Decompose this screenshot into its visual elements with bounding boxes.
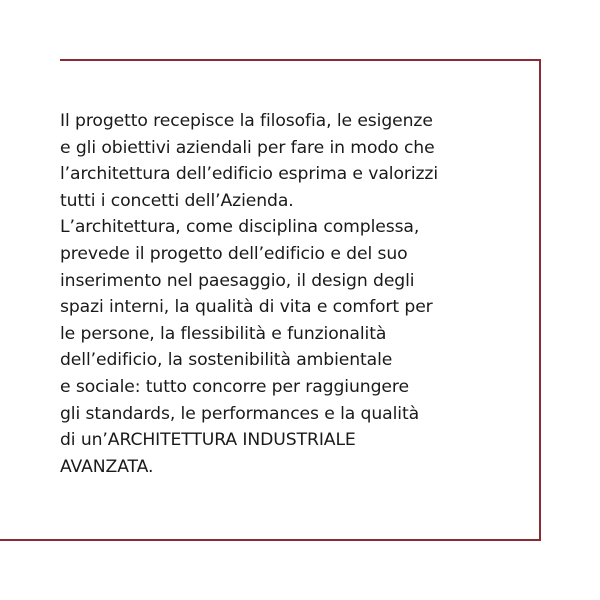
paragraph-line: gli standards, le performances e la qualità <box>60 403 420 424</box>
frame-bottom-border <box>0 539 541 541</box>
frame-top-border <box>60 59 541 61</box>
paragraph-line: AVANZATA. <box>60 456 154 477</box>
paragraph-line: le persone, la flessibilità e funzionalità <box>60 323 387 344</box>
paragraph-line: e gli obiettivi aziendali per fare in modo che <box>60 137 435 158</box>
frame-right-border <box>539 59 541 541</box>
paragraph-line: di un’ARCHITETTURA INDUSTRIALE <box>60 430 356 451</box>
paragraph-line: spazi interni, la qualità di vita e comfort per <box>60 297 433 318</box>
paragraph-line: l’architettura dell’edificio esprima e valorizzi <box>60 164 439 185</box>
paragraph-line: L’architettura, come disciplina complessa, <box>60 217 420 238</box>
paragraph-line: tutti i concetti dell’Azienda. <box>60 190 294 211</box>
paragraph-line: dell’edificio, la sostenibilità ambientale <box>60 350 393 371</box>
paragraph-line: prevede il progetto dell’edificio e del suo <box>60 243 408 264</box>
paragraph-line: inserimento nel paesaggio, il design degli <box>60 270 415 291</box>
body-paragraph <box>60 108 530 480</box>
paragraph-line: e sociale: tutto concorre per raggiungere <box>60 376 409 397</box>
paragraph-line: Il progetto recepisce la filosofia, le esigenze <box>60 111 433 131</box>
